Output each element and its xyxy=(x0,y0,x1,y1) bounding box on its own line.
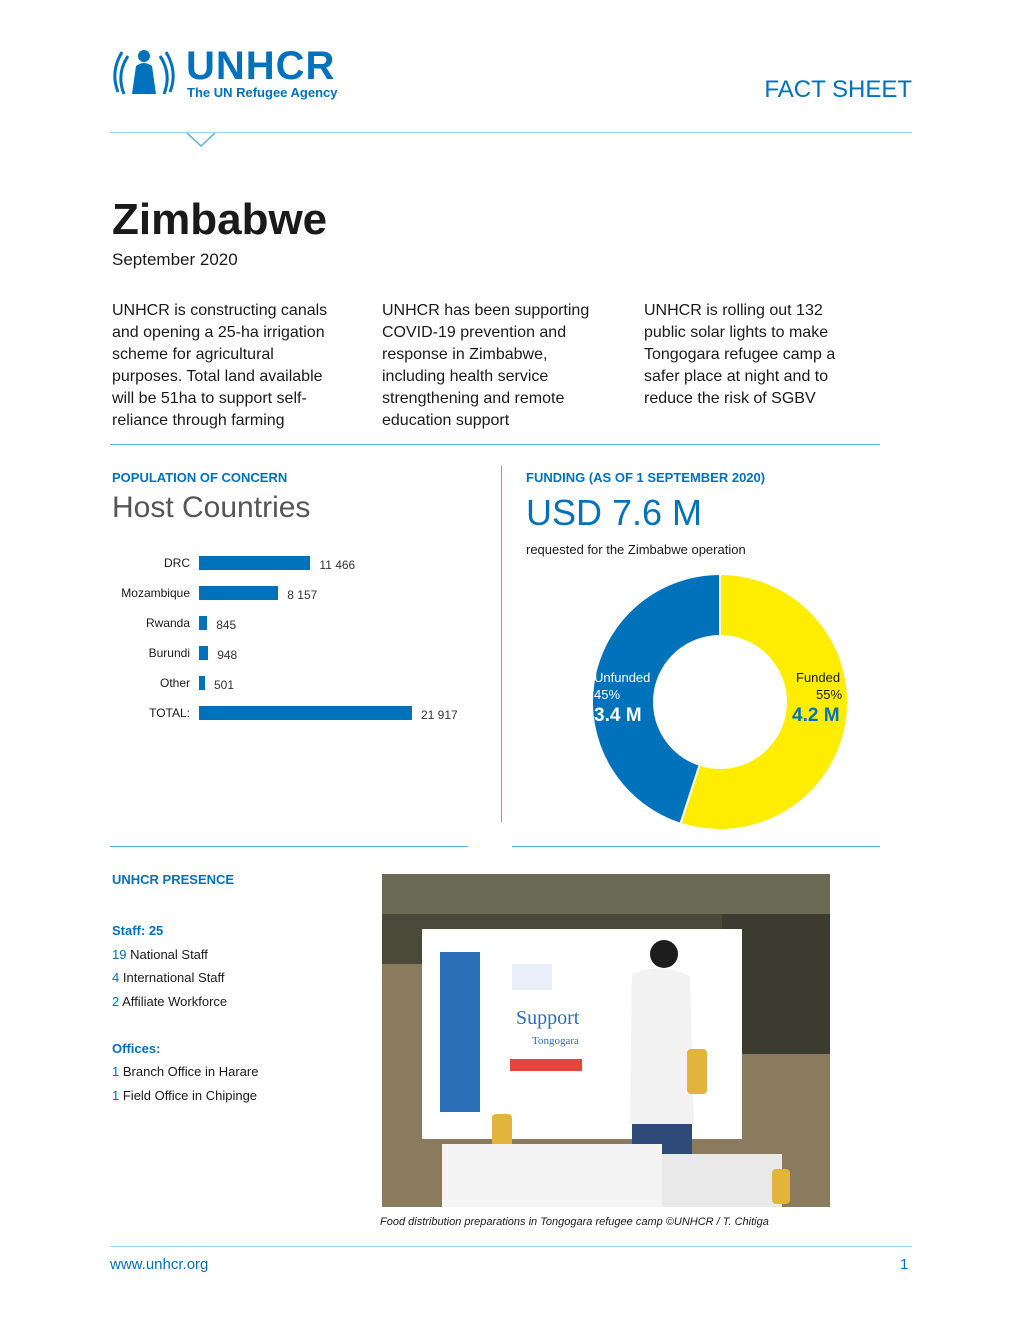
funded-pct: 55% xyxy=(816,687,843,702)
bar xyxy=(199,556,310,570)
bar-value-label: 21 917 xyxy=(421,708,458,722)
photo-caption: Food distribution preparations in Tongogara refugee camp ©UNHCR / T. Chitiga xyxy=(380,1216,769,1228)
funded-label: Funded xyxy=(796,670,841,685)
bar-category-label: TOTAL: xyxy=(149,706,190,720)
food-distribution-photo xyxy=(382,874,830,1207)
bar xyxy=(199,616,207,630)
bar-category-label: Rwanda xyxy=(145,616,190,630)
page-date: September 2020 xyxy=(112,250,238,269)
bar-value-label: 11 466 xyxy=(319,558,356,572)
svg-text:Tongogara: Tongogara xyxy=(532,1035,579,1047)
logo-subtitle: The UN Refugee Agency xyxy=(187,85,338,100)
footer-divider xyxy=(110,1246,912,1247)
host-countries-bar-chart xyxy=(0,556,480,736)
highlight-1: UNHCR is constructing canals and opening a 25-ha irrigation scheme for agricultural purposes. Total land available will be 51ha to support self-reliance through farming xyxy=(112,302,328,429)
bar-category-label: Mozambique xyxy=(121,586,190,600)
bar-value-label: 501 xyxy=(214,678,235,692)
population-subtitle: Host Countries xyxy=(112,491,311,524)
unhcr-logo-icon xyxy=(108,42,180,102)
unfunded-amount: 3.4 M xyxy=(594,705,642,726)
section-divider-left xyxy=(110,846,468,847)
bar-category-label: DRC xyxy=(164,556,190,570)
funding-note: requested for the Zimbabwe operation xyxy=(526,542,746,557)
bar-value-label: 845 xyxy=(216,618,237,632)
doc-type: FACT SHEET xyxy=(764,76,912,103)
bar xyxy=(199,676,205,690)
chevron-down-icon xyxy=(186,132,216,148)
bar xyxy=(199,706,412,720)
section-divider-right xyxy=(512,846,880,847)
bar xyxy=(199,646,208,660)
offices-label: Offices: xyxy=(112,1041,161,1056)
bar xyxy=(199,586,278,600)
highlights-divider xyxy=(110,444,880,445)
funding-label: FUNDING (AS OF 1 SEPTEMBER 2020) xyxy=(526,470,766,485)
bar-value-label: 948 xyxy=(217,648,238,662)
logo-wordmark: UNHCR xyxy=(186,44,336,88)
page-number: 1 xyxy=(900,1256,909,1273)
bar-value-label: 8 157 xyxy=(287,588,318,602)
highlight-2: UNHCR has been supporting COVID-19 prevention and response in Zimbabwe, including health service strengthening and remote education support xyxy=(382,302,590,429)
page-title: Zimbabwe xyxy=(112,195,328,244)
footer-url-link[interactable]: www.unhcr.org xyxy=(110,1256,209,1273)
staff-item: 2 Affiliate Workforce xyxy=(112,994,228,1009)
bar-category-label: Burundi xyxy=(148,646,190,660)
presence-label: UNHCR PRESENCE xyxy=(112,872,235,887)
office-item: 1 Branch Office in Harare xyxy=(112,1064,259,1079)
unfunded-pct: 45% xyxy=(594,687,621,702)
funded-amount: 4.2 M xyxy=(792,705,840,726)
staff-item: 19 National Staff xyxy=(112,947,208,962)
staff-label: Staff: 25 xyxy=(112,923,164,938)
population-label: POPULATION OF CONCERN xyxy=(112,470,288,485)
office-item: 1 Field Office in Chipinge xyxy=(112,1088,258,1103)
staff-item: 4 International Staff xyxy=(112,970,225,985)
bar-category-label: Other xyxy=(159,676,190,690)
svg-text:Support: Support xyxy=(516,1007,580,1029)
funding-amount: USD 7.6 M xyxy=(526,492,703,533)
column-divider xyxy=(501,466,502,822)
funding-donut-chart xyxy=(590,572,850,832)
header-divider xyxy=(110,132,912,133)
unfunded-label: Unfunded xyxy=(594,670,651,685)
highlight-3: UNHCR is rolling out 132 public solar lights to make Tongogara refugee camp a safer place at night and to reduce the risk of SGBV xyxy=(644,302,836,407)
